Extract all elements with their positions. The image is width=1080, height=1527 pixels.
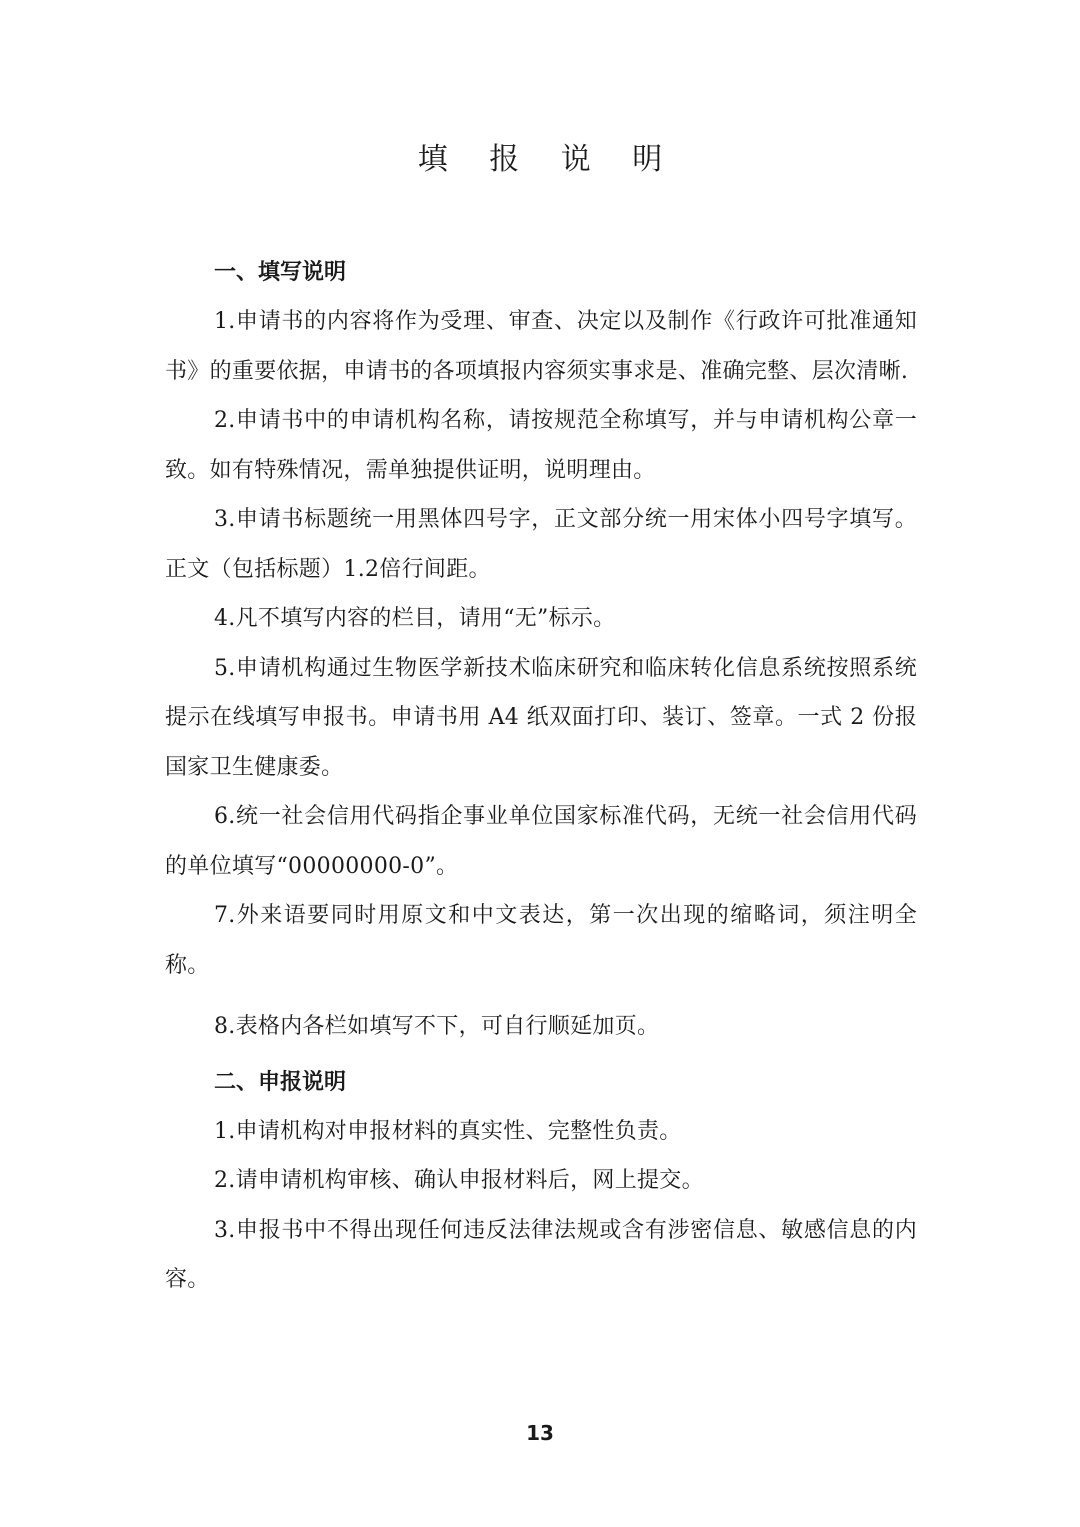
paragraph: 4.凡不填写内容的栏目，请用“无”标示。	[214, 606, 616, 631]
document-body	[165, 248, 917, 1305]
paragraph: 6.统一社会信用代码指企事业单位国家标准代码，无统一社会信用代码的单位填写“00000000-0”。	[165, 804, 917, 879]
paragraph: 3.申请书标题统一用黑体四号字，正文部分统一用宋体小四号字填写。正文（包括标题）1.2倍行间距。	[165, 507, 917, 582]
paragraph: 1.申请书的内容将作为受理、审查、决定以及制作《行政许可批准通知书》的重要依据，申请书的各项填报内容须实事求是、准确完整、层次清晰.	[165, 309, 917, 384]
paragraph: 2.申请书中的申请机构名称，请按规范全称填写，并与申请机构公章一致。如有特殊情况，需单独提供证明，说明理由。	[165, 408, 917, 483]
paragraph: 2.请申请机构审核、确认申报材料后，网上提交。	[214, 1168, 704, 1193]
page-number: 13	[526, 1421, 554, 1445]
paragraph: 8.表格内各栏如填写不下，可自行顺延加页。	[214, 1014, 660, 1039]
section-heading: 二、申报说明	[214, 1069, 347, 1095]
section-heading: 一、填写说明	[214, 260, 347, 285]
section-fill-instructions	[165, 248, 917, 1052]
section-submission-instructions	[165, 1058, 917, 1305]
paragraph: 5.申请机构通过生物医学新技术临床研究和临床转化信息系统按照系统提示在线填写申报书。申请书用 A4 纸双面打印、装订、签章。一式 2 份报国家卫生健康委。	[165, 655, 917, 780]
paragraph: 3.申报书中不得出现任何违反法律法规或含有涉密信息、敏感信息的内容。	[165, 1217, 917, 1292]
paragraph: 1.申请机构对申报材料的真实性、完整性负责。	[214, 1118, 682, 1144]
page-title: 填 报 说 明	[417, 142, 679, 177]
paragraph: 7.外来语要同时用原文和中文表达，第一次出现的缩略词，须注明全称。	[165, 903, 917, 978]
